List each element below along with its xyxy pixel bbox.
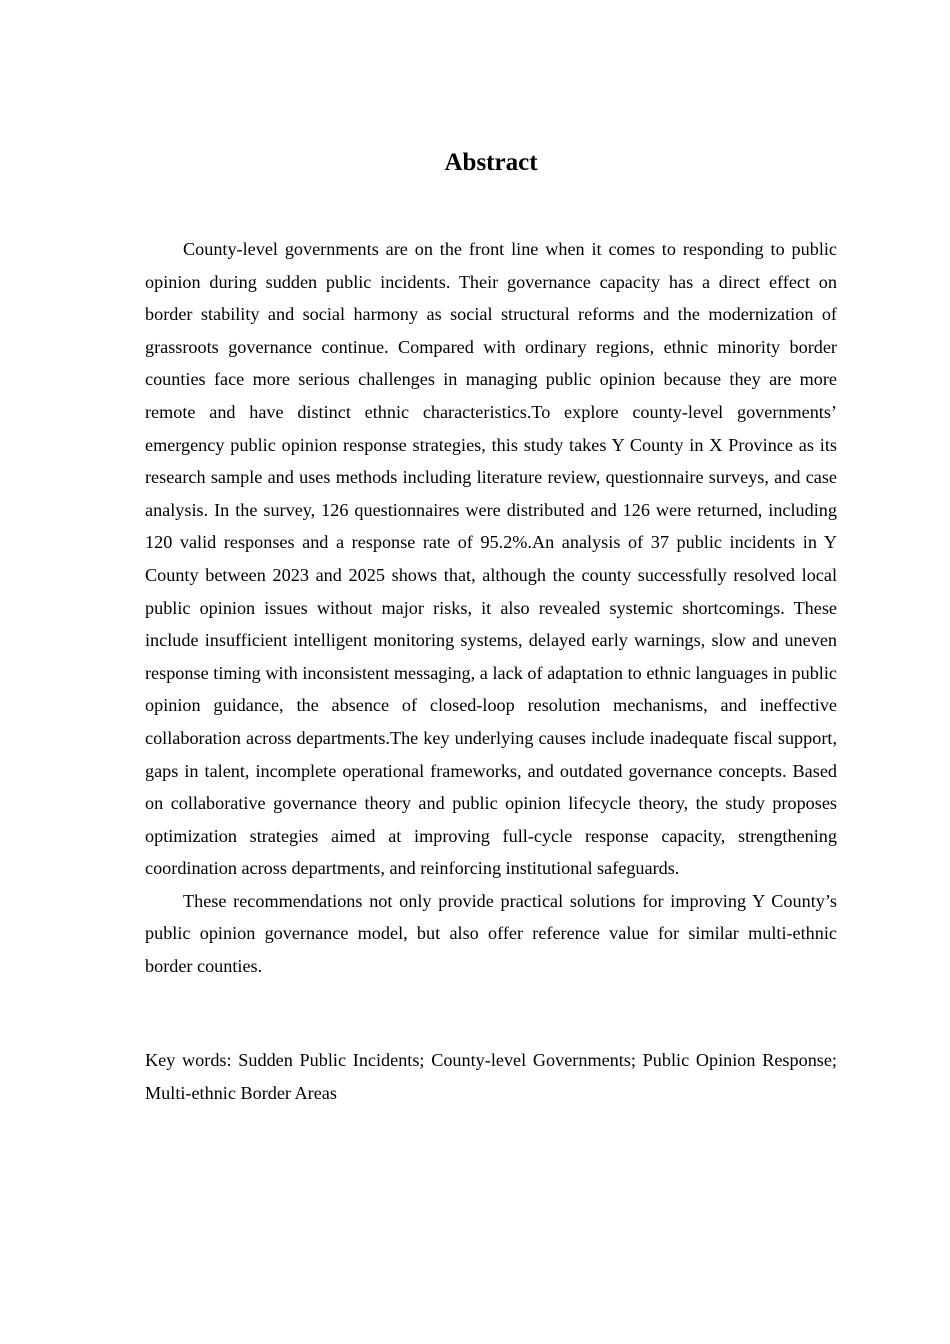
abstract-paragraph-1: County-level governments are on the front line when it comes to responding to public opinion during sudden public incidents. Their governance capacity has a direct effect on border stability and social harmony as social structural reforms and the modernization of grassroots governance continue. Compared with ordinary regions, ethnic minority border counties face more serious challenges in managing public opinion because they are more remote and have distinct ethnic characteristics.To explore county-level governments’ emergency public opinion response strategies, this study takes Y County in X Province as its research sample and uses methods including literature review, questionnaire surveys, and case analysis. In the survey, 126 questionnaires were distributed and 126 were returned, including 120 valid responses and a response rate of 95.2%.An analysis of 37 public incidents in Y County between 2023 and 2025 shows that, although the county successfully resolved local public opinion issues without major risks, it also revealed systemic shortcomings. These include insufficient intelligent monitoring systems, delayed early warnings, slow and uneven response timing with inconsistent messaging, a lack of adaptation to ethnic languages in public opinion guidance, the absence of closed-loop resolution mechanisms, and ineffective collaboration across departments.The key underlying causes include inadequate fiscal support, gaps in talent, incomplete operational frameworks, and outdated governance concepts. Based on collaborative governance theory and public opinion lifecycle theory, the study proposes optimization strategies aimed at improving full-cycle response capacity, strengthening coordination across departments, and reinforcing institutional safeguards. <box>145 239 837 879</box>
page-title: Abstract <box>444 149 538 176</box>
keywords-line: Key words: Sudden Public Incidents; County-level Governments; Public Opinion Response; Multi-ethnic Border Areas <box>145 1050 837 1103</box>
abstract-paragraph-2: These recommendations not only provide practical solutions for improving Y County’s public opinion governance model, but also offer reference value for similar multi-ethnic border counties. <box>145 890 837 977</box>
abstract-body <box>145 233 837 983</box>
